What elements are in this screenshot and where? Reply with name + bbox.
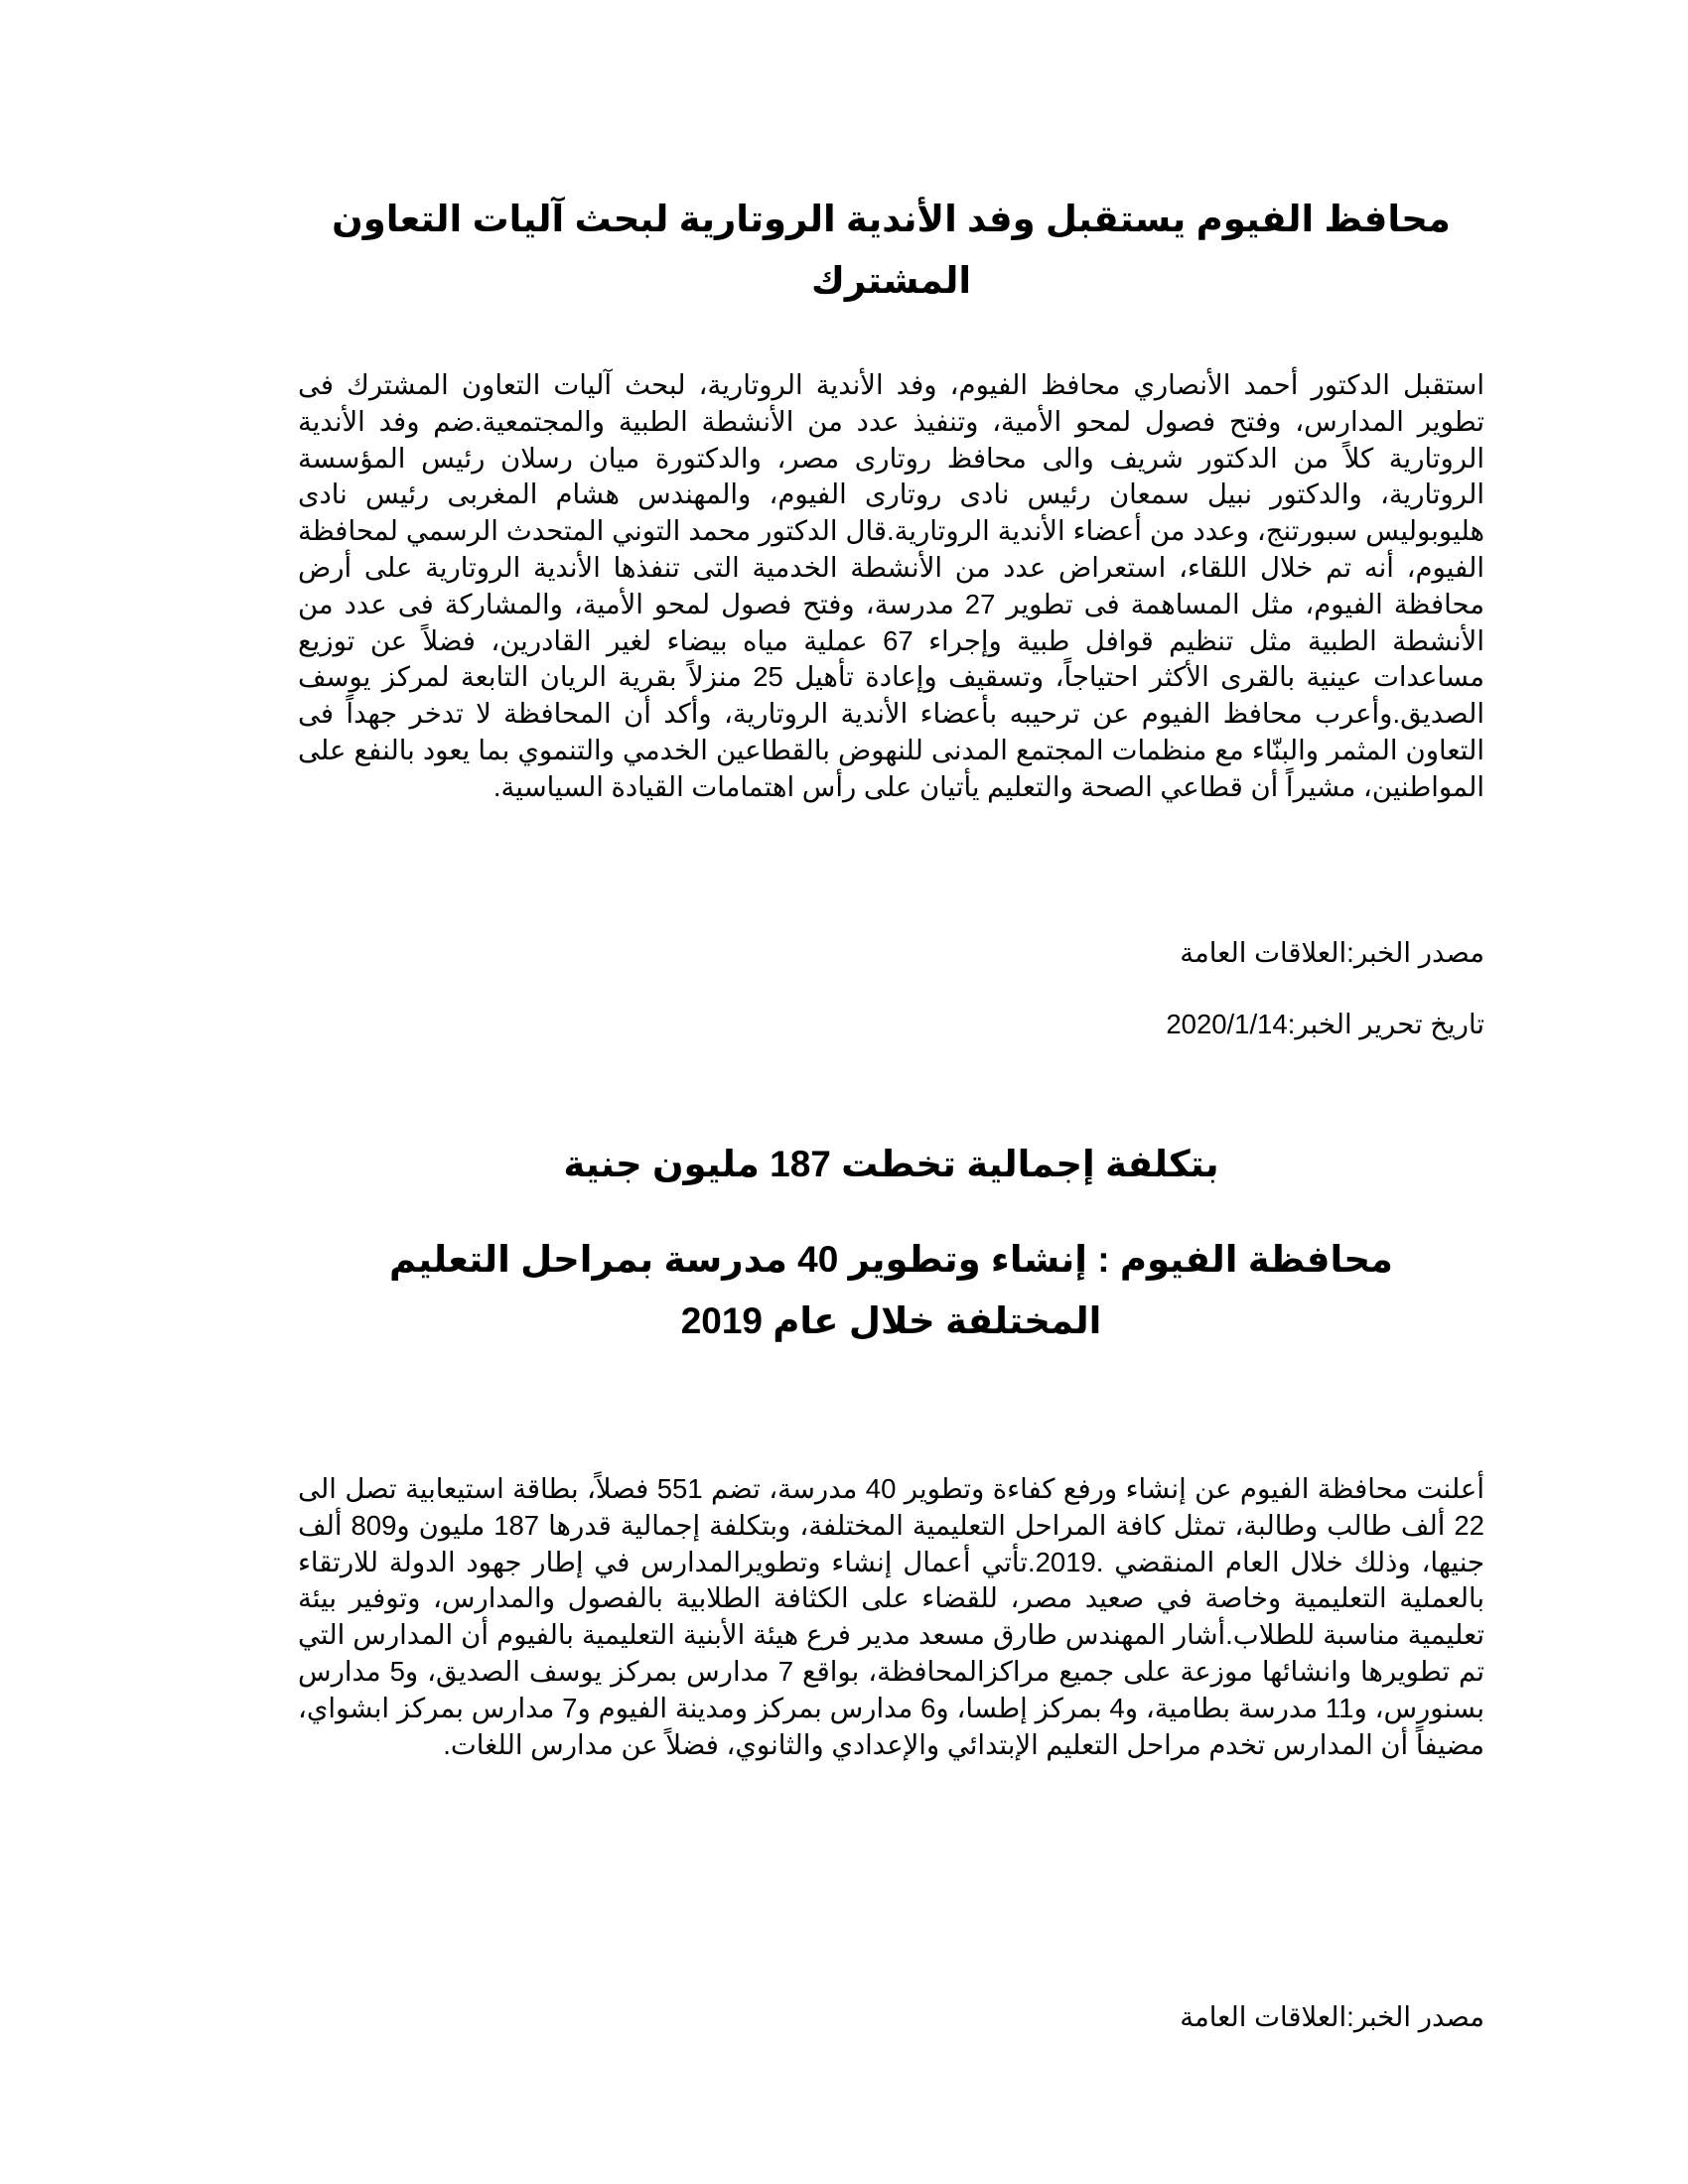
article-1-body: استقبل الدكتور أحمد الأنصاري محافظ الفيوم، وفد الأندية الروتارية، لبحث آليات التعاون المشترك فى تطوير المدارس، وفتح فصول لمحو الأمية، وتنفيذ عدد من الأنشطة الطبية والمجتمعية.ضم وفد الأندية الروتارية كلاً من الدكتور شريف والى محافظ روتارى مصر، والدكتورة ميان رسلان رئيس المؤسسة الروتارية، والدكتور نبيل سمعان رئيس نادى روتارى الفيوم، والمهندس هشام المغربى رئيس نادى هليوبوليس سبورتنج، وعدد من أعضاء الأندية الروتارية.قال الدكتور محمد التوني المتحدث الرسمي لمحافظة الفيوم، أنه تم خلال اللقاء، استعراض عدد من الأنشطة الخدمية التى تنفذها الأندية الروتارية على أرض محافظة الفيوم، مثل المساهمة فى تطوير 27 مدرسة، وفتح فصول لمحو الأمية، والمشاركة فى عدد من الأنشطة الطبية مثل تنظيم قوافل طبية وإجراء 67 عملية مياه بيضاء لغير القادرين، فضلاً عن توزيع مساعدات عينية بالقرى الأكثر احتياجاً، وتسقيف وإعادة تأهيل 25 منزلاً بقرية الريان التابعة لمركز يوسف الصديق.وأعرب محافظ الفيوم عن ترحيبه بأعضاء الأندية الروتارية، وأكد أن المحافظة لا تدخر جهداً فى التعاون المثمر والبنّاء مع منظمات المجتمع المدنى للنهوض بالقطاعين الخدمي والتنموي بما يعود بالنفع على المواطنين، مشيراً أن قطاعي الصحة والتعليم يأتيان على رأس اهتمامات القيادة السياسية. — [298, 369, 1484, 802]
article-1-date: تاريخ تحرير الخبر:2020/1/14 — [1166, 1009, 1484, 1039]
article-1-source: مصدر الخبر:العلاقات العامة — [1180, 937, 1484, 968]
article-1-title: محافظ الفيوم يستقبل وفد الأندية الروتارية لبحث آليات التعاون المشترك — [332, 199, 1451, 301]
article-2-subtitle: بتكلفة إجمالية تخطت 187 مليون جنية — [563, 1144, 1219, 1184]
article-2-body: أعلنت محافظة الفيوم عن إنشاء ورفع كفاءة وتطوير 40 مدرسة، تضم 551 فصلاً، بطاقة استيعابية تصل الى 22 ألف طالب وطالبة، تمثل كافة المراحل التعليمية المختلفة، وبتكلفة إجمالية قدرها 187 مليون و809 ألف جنيها، وذلك خلال العام المنقضي .2019.تأتي أعمال إنشاء وتطويرالمدارس في إطار جهود الدولة للارتقاء بالعملية التعليمية وخاصة في صعيد مصر، للقضاء على الكثافة الطلابية بالفصول والمدارس، وتوفير بيئة تعليمية مناسبة للطلاب.أشار المهندس طارق مسعد مدير فرع هيئة الأبنية التعليمية بالفيوم أن المدارس التي تم تطويرها وانشائها موزعة على جميع مراكزالمحافظة، بواقع 7 مدارس بمركز يوسف الصديق، و5 مدارس بسنورس، و11 مدرسة بطامية، و4 بمركز إطسا، و6 مدارس بمركز ومدينة الفيوم و7 مدارس بمركز ابشواي، مضيفاً أن المدارس تخدم مراحل التعليم الإبتدائي والإعدادي والثانوي، فضلاً عن مدارس اللغات. — [298, 1473, 1485, 1760]
article-2-title: محافظة الفيوم : إنشاء وتطوير 40 مدرسة بمراحل التعليم المختلفة خلال عام 2019 — [389, 1239, 1393, 1341]
article-2-source: مصدر الخبر:العلاقات العامة — [1180, 2001, 1484, 2032]
